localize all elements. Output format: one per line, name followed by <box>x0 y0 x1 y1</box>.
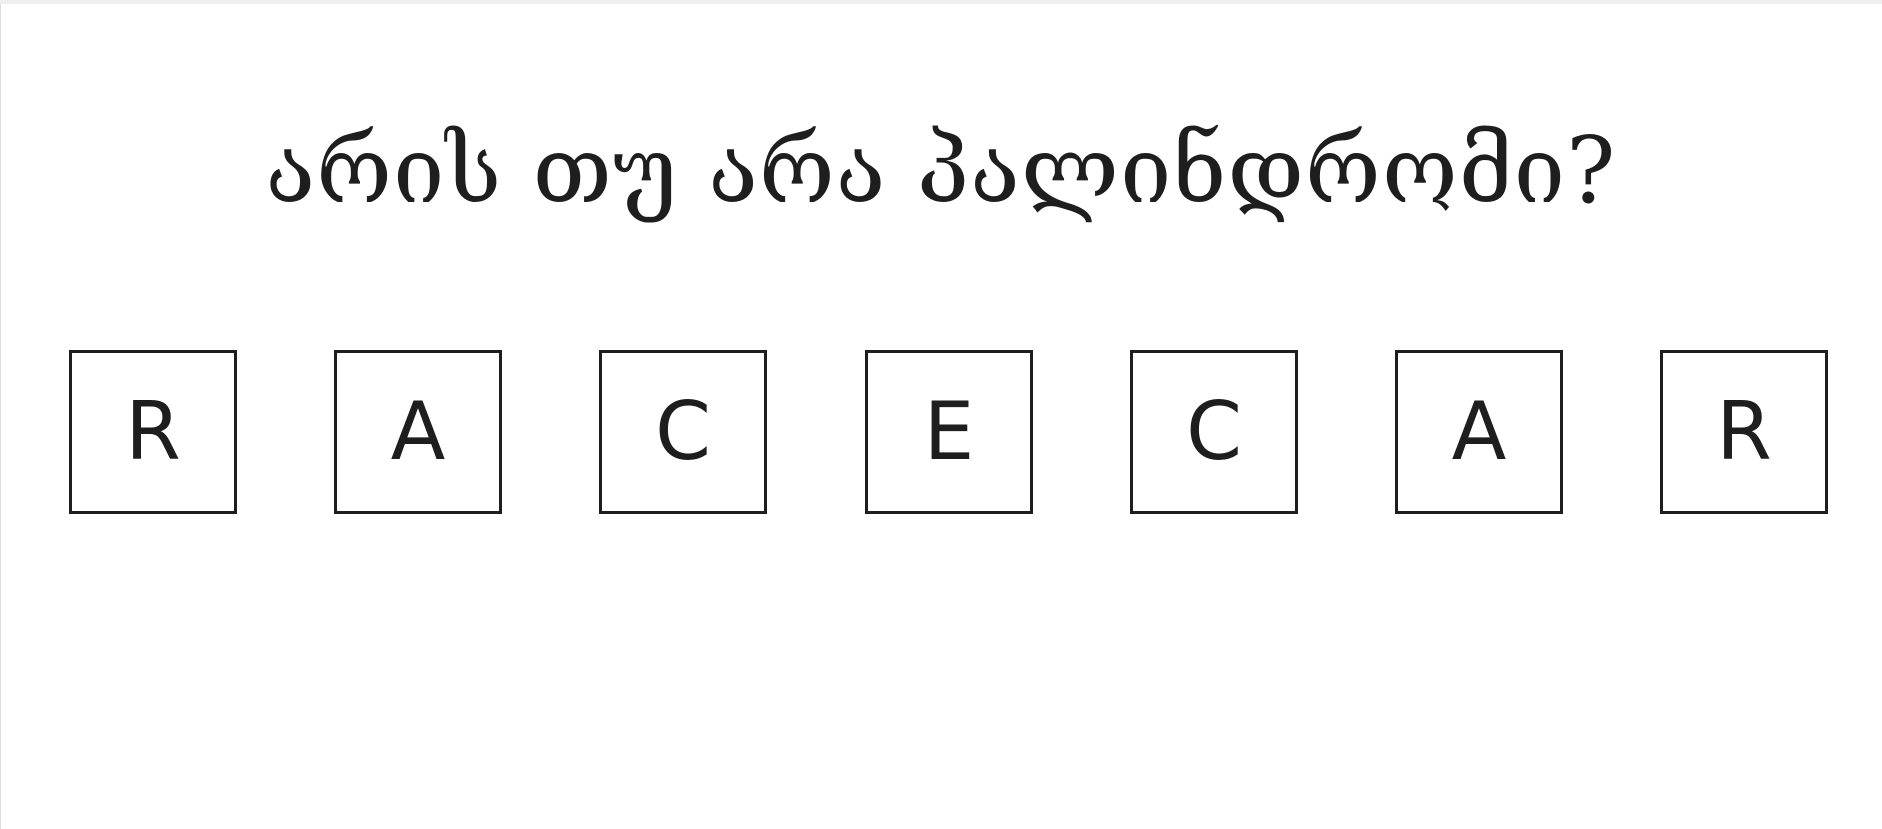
tile-letter: C <box>1186 385 1242 478</box>
tile-letter: C <box>655 385 711 478</box>
letter-tile <box>334 350 502 514</box>
tile-letter: A <box>1451 385 1507 478</box>
letter-tile <box>1130 350 1298 514</box>
letter-tile <box>69 350 237 514</box>
letter-tile <box>1395 350 1563 514</box>
question-heading: არის თუ არა პალინდრომი? <box>265 117 1617 224</box>
tile-letter: R <box>1716 385 1772 478</box>
letter-tile <box>1660 350 1828 514</box>
tile-letter: E <box>923 385 975 478</box>
tile-letter: A <box>390 385 446 478</box>
letter-tile <box>599 350 767 514</box>
top-strip <box>0 0 1882 4</box>
letter-tile <box>865 350 1033 514</box>
letter-tiles-row <box>0 350 1882 512</box>
tile-letter: R <box>125 385 181 478</box>
